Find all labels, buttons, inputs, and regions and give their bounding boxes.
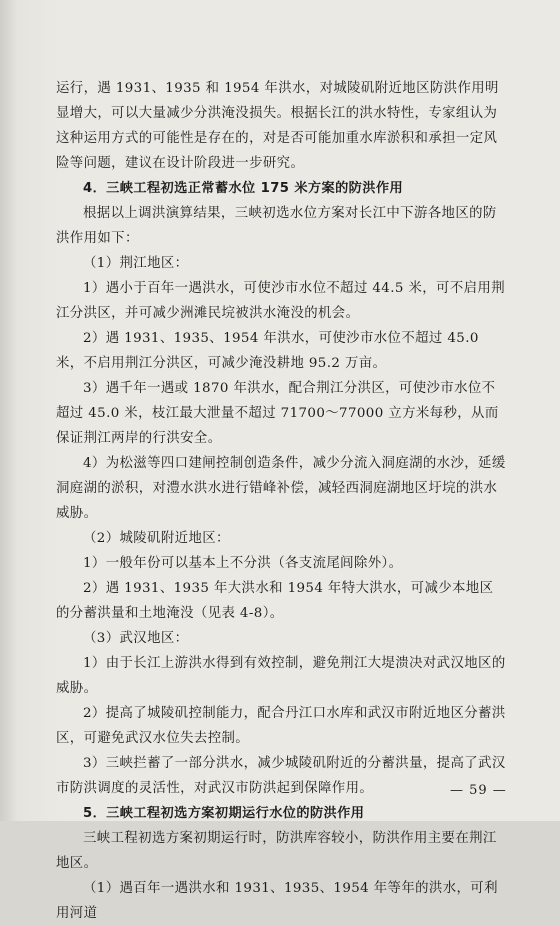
paragraph: 2）遇 1931、1935 年大洪水和 1954 年特大洪水，可减少本地区的分蓄洪量和土地淹没（见表 4-8）。 <box>56 581 494 621</box>
paragraph: 2）提高了城陵矶控制能力，配合丹江口水库和武汉市附近地区分蓄洪区，可避免武汉水位失去控制。 <box>56 706 506 746</box>
paragraph: 运行，遇 1931、1935 和 1954 年洪水，对城陵矶附近地区防洪作用明显增大，可以大量减少分洪淹没损失。根据长江的洪水特性，专家组认为这种运用方式的可能性是存在的，对是否可能加重水库淤积和承担一定风险等问题，建议在设计阶段进一步研究。 <box>56 81 499 171</box>
paragraph: （1）荆江地区： <box>83 256 189 271</box>
section-heading: 5．三峡工程初选方案初期运行水位的防洪作用 <box>83 806 365 821</box>
body-text <box>56 76 506 926</box>
page-number: — 59 — <box>450 783 507 798</box>
paragraph: （3）武汉地区： <box>83 631 189 646</box>
paragraph: 三峡工程初选方案初期运行时，防洪库容较小，防洪作用主要在荆江地区。 <box>56 831 497 871</box>
paragraph: （1）遇百年一遇洪水和 1931、1935、1954 年等年的洪水，可利用河道 <box>56 881 498 921</box>
paragraph: 2）遇 1931、1935、1954 年洪水，可使沙市水位不超过 45.0 米，不启用荆江分洪区，可减少淹没耕地 95.2 万亩。 <box>56 331 479 371</box>
paragraph: 4）为松滋等四口建闸控制创造条件，减少分流入洞庭湖的水沙，延缓洞庭湖的淤积，对澧水洪水进行错峰补偿，减轻西洞庭湖地区圩垸的洪水威胁。 <box>56 456 506 521</box>
paragraph: 1）遇小于百年一遇洪水，可使沙市水位不超过 44.5 米，可不启用荆江分洪区，并可减少洲滩民垸被洪水淹没的机会。 <box>56 281 505 321</box>
paragraph: （2）城陵矶附近地区： <box>83 531 230 546</box>
paragraph: 3）遇千年一遇或 1870 年洪水，配合荆江分洪区，可使沙市水位不超过 45.0 米，枝江最大泄量不超过 71700～77000 立方米每秒，从而保证荆江两岸的行洪安全。 <box>56 381 499 446</box>
paragraph: 1）一般年份可以基本上不分洪（各支流尾闾除外）。 <box>83 556 403 571</box>
paragraph: 1）由于长江上游洪水得到有效控制，避免荆江大堤溃决对武汉地区的威胁。 <box>56 656 506 696</box>
paragraph: 根据以上调洪演算结果，三峡初选水位方案对长江中下游各地区的防洪作用如下： <box>56 206 497 246</box>
paragraph: 3）三峡拦蓄了一部分洪水，减少城陵矶附近的分蓄洪量，提高了武汉市防洪调度的灵活性，对武汉市防洪起到保障作用。 <box>56 756 506 796</box>
section-heading: 4．三峡工程初选正常蓄水位 175 米方案的防洪作用 <box>83 181 404 196</box>
